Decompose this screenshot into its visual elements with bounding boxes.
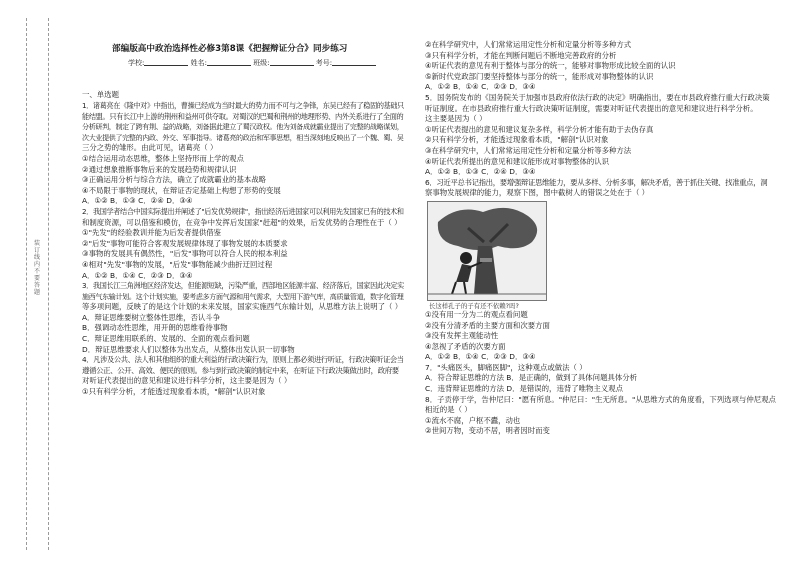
tree-cutting-cartoon xyxy=(428,202,546,300)
section-heading: 一、单选题 xyxy=(82,90,119,99)
class-blank[interactable] xyxy=(270,58,314,66)
question-line: ④相对"先发"事物的发展，"后发"事物能减少曲折迂回过程 xyxy=(82,259,273,269)
question-line: 能结盟。只有长江中上游的荆州和益州可供夺取。对蜀汉的巴蜀和荆州的地理形势、内外关系进行了全面的 xyxy=(82,111,404,121)
question-line: ①听证代表提出的意见和建议复杂多样，科学分析才能有助于去伪存真 xyxy=(425,124,654,134)
question-line: A．①② B．①③ C．②④ D．③④ xyxy=(425,167,536,177)
student-info-line xyxy=(128,58,376,68)
question-line: ②只有科学分析，才能透过现象看本质，"解剖"认识对象 xyxy=(425,135,609,145)
question-line: 1．诸葛亮在《隆中对》中指出，曹操已经成为当时最大的势力而不可与之争锋，东吴已经有了稳固的基础只 xyxy=(82,101,404,110)
question-line: ②世间万物，变动不居，明者因时而变 xyxy=(425,426,550,436)
question-line: 5．国务院发布的《国务院关于加强市县政府依法行政的决定》明确指出，要在市县政府推行重大行政决策 xyxy=(425,92,770,102)
question-line: A．①② B．①③ C．②④ D．③④ xyxy=(82,196,193,206)
question-line: ①没有用一分为二的观点看问题 xyxy=(425,309,528,319)
name-label: 姓名: xyxy=(190,59,207,67)
question-line: 2．我国学者结合中国实际提出并阐述了"后发优势规律"，指出经济后进国家可以利用先发国家已有的技术和 xyxy=(82,206,404,216)
question-line: ③没有发挥主观能动性 xyxy=(425,331,499,341)
question-line: ①流水不腐，户枢不蠹，动也 xyxy=(425,415,521,425)
question-line: ①结合运用动态思维，整体上坚持形而上学的观点 xyxy=(82,153,244,163)
right-column xyxy=(425,40,777,437)
question-line: A．辩证思维要树立整体性思维，否认斗争 xyxy=(82,312,221,322)
question-line: A．①② B．①④ C．②③ D．③④ xyxy=(425,82,536,92)
question-line: ④不局限于事物的现状，在辩证否定基础上构想了形势的变展 xyxy=(82,185,281,195)
right-column-top xyxy=(425,40,777,199)
question-line: 听证制度。在市县政府推行重大行政决策听证制度，需要对听证代表提出的意见和建议进行科学分析。 xyxy=(425,103,758,113)
question-line: 等多项问题，反映了的是这个计划的未来发展，国家实施西气东输计划，从思维方法上说明了（ ） xyxy=(82,302,403,312)
page-title: 部编版高中政治选择性必修3第8课《把握辩证分合》同步练习 xyxy=(112,44,348,54)
exam-no-label: 考号: xyxy=(315,59,333,67)
question-line: ③在科学研究中，人们常常运用定性分析和定量分析等多种方法 xyxy=(425,145,632,155)
school-label: 学校: xyxy=(128,59,145,67)
question-line: 施西气东输计划。这个计划实施，要考虑多方面气源和用气需求，大型用下游气库，高质量管道，数字化管理 xyxy=(82,291,404,301)
question-line: A．①② B．①④ C．②③ D．③④ xyxy=(82,270,193,280)
question-line: ①"先发"的经验教训并能为后发者提供借鉴 xyxy=(82,228,222,238)
school-blank[interactable] xyxy=(144,58,188,66)
binding-line xyxy=(26,18,27,550)
question-line: ②"后发"事物可能符合客观发展规律体现了事物发展的本质要求 xyxy=(82,238,288,248)
question-line: 遵循公正、公开、高效、便民的原则。参与到行政决策的制定中来，在听证下行政决策做出时，政府要 xyxy=(82,365,399,375)
question-line: ④听证代表所提出的意见和建议能形成对事物整体的认识 xyxy=(425,156,610,166)
binding-line xyxy=(48,18,49,550)
question-line: ③只有科学分析，才能在判断问题后不断地完善政府的分析 xyxy=(425,50,617,60)
question-line: A．符合辩证思维的方法 B．是正确的，做到了具体问题具体分析 xyxy=(425,373,638,383)
question-line: 4．凡涉及公共、法人和其他组织的重大利益的行政决策行为，原则上都必须进行听证，行政决策听证会当 xyxy=(82,355,404,365)
question-line: 7．"头痛医头，脚痛医脚"，这种观点或做法（ ） xyxy=(425,362,587,372)
question-line: 8．子贡停于学，告仲尼曰："愿有所息。"仲尼曰："生无所息。"从思维方式的角度看，下列选项与仲尼观点 xyxy=(425,394,776,404)
question-line: B．强调动态性思维，用开朗的思维看待事物 xyxy=(82,323,228,333)
question-line: ③事物的发展具有偶然性，"后发"事物可以符合人民的根本利益 xyxy=(82,249,288,259)
question-line: 6．习近平总书记指出，要增强辩证思维能力，要从多样、分析多事，解决矛盾，善于抓住关键、找准重点，洞 xyxy=(425,177,768,187)
question-line: 对听证代表提出的意见和建议进行科学分析，这主要是因为（ ） xyxy=(82,376,292,386)
cartoon-figure xyxy=(427,201,547,301)
question-line: 这主要是因为（ ） xyxy=(425,114,487,124)
question-line: ④听证代表的意见有利于整体与部分的统一，能够对事物形成比较全面的认识 xyxy=(425,61,676,71)
question-line: ②没有分清矛盾的主要方面和次要方面 xyxy=(425,320,550,330)
question-line: ②通过想象推断事物后来的发展趋势和规律认识 xyxy=(82,164,237,174)
question-line: 分析研判，制定了跨有荆、益的战略，刘备据此建立了蜀汉政权。他为刘备成就霸业提出了完整的战略谋划， xyxy=(82,122,404,132)
question-line: D．辩证思维要求人们以整体为出发点，从整体出发认识一切事物 xyxy=(82,344,295,354)
exam-no-blank[interactable] xyxy=(332,58,376,66)
question-line: ③正确运用分析与综合方法，确立了成就霸业的基本战略 xyxy=(82,175,267,185)
question-line: C．辩证思维用联系的、发展的、全面的观点看问题 xyxy=(82,334,250,344)
right-column-bottom xyxy=(425,310,777,437)
question-line: 相近的是（ ） xyxy=(425,405,472,415)
question-line: 察事物发展规律的能力，观察下图，图中截树人的错误之处在于（ ） xyxy=(425,188,650,198)
question-line: ⑤新时代党政部门要坚持整体与部分的统一，能形成对事物整体的认识 xyxy=(425,71,654,81)
question-line: ①只有科学分析，才能透过现象看本质，"解剖"认识对象 xyxy=(82,387,266,397)
question-line: 次大业提供了完整的内政、外交、军事指导。诸葛亮的政治和军事思想，相当深刻地反映出了一个魏、蜀、吴 xyxy=(82,132,404,142)
binding-margin xyxy=(0,0,58,562)
figure-caption: 长这样孔子的子有还不依赖?吗? xyxy=(429,301,519,310)
name-blank[interactable] xyxy=(207,58,251,66)
binding-label: 装 订 线 内 不 要 答 题 xyxy=(33,240,40,296)
question-line: A．①② B．①④ C．②③ D．③④ xyxy=(425,352,536,362)
question-line: 3．我国长江三角洲地区经济发达，但能源短缺，污染严重，西部地区能源丰富、经济落后，国家因此决定实 xyxy=(82,281,404,291)
question-line: 和制度资源，可以借鉴和模仿，在竞争中发挥后发国家"赶超"的效果，后发优势的合理性在于（ ） xyxy=(82,217,402,227)
left-column xyxy=(82,101,404,398)
question-line: C．违背辩证思维的方法 D．是错误的，违背了唯物主义观点 xyxy=(425,384,623,394)
question-line: 三分之势的雏形。由此可见，诸葛亮（ ） xyxy=(82,143,218,153)
question-line: ④忽视了矛盾的次要方面 xyxy=(425,341,506,351)
class-label: 班级: xyxy=(253,59,270,67)
question-line: ②在科学研究中，人们常常运用定性分析和定量分析等多种方式 xyxy=(425,40,632,49)
